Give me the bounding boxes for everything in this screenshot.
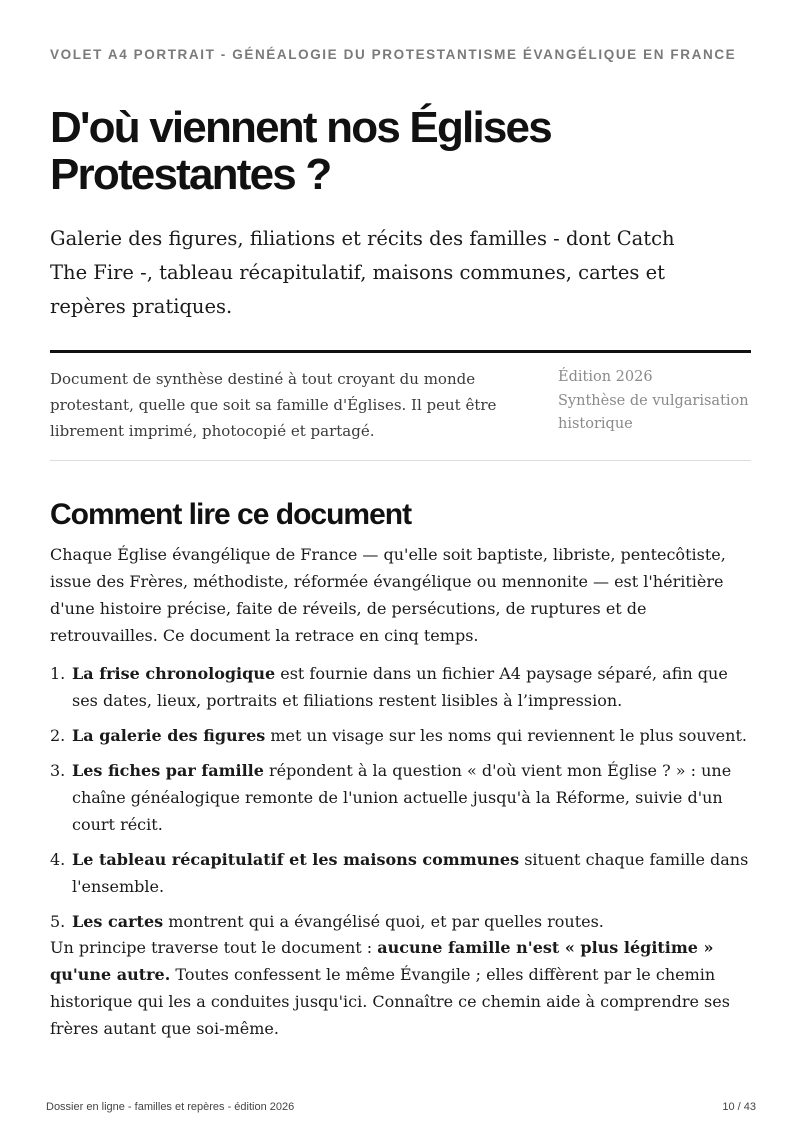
closing-lead: Un principe traverse tout le document : xyxy=(50,938,378,957)
list-item xyxy=(50,908,751,935)
intro-divider xyxy=(50,460,751,461)
step-number: 4. xyxy=(50,850,66,869)
step-title: Le tableau récapitulatif et les maisons communes xyxy=(72,850,520,869)
page-footer xyxy=(46,1101,756,1113)
list-item xyxy=(50,846,751,900)
closing-paragraph xyxy=(50,934,751,1042)
step-number: 2. xyxy=(50,726,66,745)
step-text: est fournie dans un fichier A4 paysage séparé, afin que ses dates, lieux, portraits et filiations restent lisibles à l’impression. xyxy=(72,664,728,710)
section-paragraph: Chaque Église évangélique de France — qu'elle soit baptiste, libriste, pentecôtiste, issue des Frères, méthodiste, réformée évangélique ou mennonite — est l'héritière d'une histoire précise, faite de réveils, de persécutions, de ruptures et de retrouvailles. Ce document la retrace en cinq temps. xyxy=(50,545,726,645)
steps-list xyxy=(50,660,751,943)
edition-info xyxy=(558,366,758,437)
page-number: 10 / 43 xyxy=(722,1101,756,1113)
list-item xyxy=(50,660,751,714)
step-number: 5. xyxy=(50,912,66,931)
section-heading: Comment lire ce document xyxy=(50,498,412,531)
edition-note: Synthèse de vulgarisation historique xyxy=(558,392,749,432)
step-number: 3. xyxy=(50,761,66,780)
list-item xyxy=(50,722,751,749)
step-title: Les cartes xyxy=(72,912,164,931)
step-text: répondent à la question « d'où vient mon Église ? » : une chaîne généalogique remonte de l'union actuelle jusqu'à la Réforme, suivie d'un court récit. xyxy=(72,761,732,834)
step-text: montrent qui a évangélisé quoi, et par quelles routes. xyxy=(163,912,604,931)
step-title: La galerie des figures xyxy=(72,726,266,745)
step-text: met un visage sur les noms qui reviennent le plus souvent. xyxy=(265,726,747,745)
step-text: situent chaque famille dans l'ensemble. xyxy=(72,850,749,896)
header-divider xyxy=(50,350,751,353)
page-subtitle: Galerie des figures, filiations et récits des familles - dont Catch The Fire -, tableau récapitulatif, maisons communes, cartes et repères pratiques. xyxy=(50,227,675,318)
step-title: La frise chronologique xyxy=(72,664,276,683)
closing-rest: Toutes confessent le même Évangile ; elles diffèrent par le chemin historique qui les a conduites jusqu'ici. Connaître ce chemin aide à comprendre ses frères autant que soi-même. xyxy=(50,965,730,1038)
step-number: 1. xyxy=(50,664,66,683)
intro-text: Document de synthèse destiné à tout croyant du monde protestant, quelle que soit sa famille d'Églises. Il peut être librement imprimé, photocopié et partagé. xyxy=(50,370,497,440)
list-item xyxy=(50,757,751,838)
document-kicker: VOLET A4 PORTRAIT - GÉNÉALOGIE DU PROTESTANTISME ÉVANGÉLIQUE EN FRANCE xyxy=(50,47,737,62)
closing-emphasis: aucune famille n'est « plus légitime » qu'une autre. xyxy=(50,938,714,984)
edition-label: Édition 2026 xyxy=(558,369,653,385)
page-title: D'où viennent nos Églises Protestantes ? xyxy=(50,103,551,199)
step-title: Les fiches par famille xyxy=(72,761,264,780)
footer-title: Dossier en ligne - familles et repères - édition 2026 xyxy=(46,1101,295,1113)
